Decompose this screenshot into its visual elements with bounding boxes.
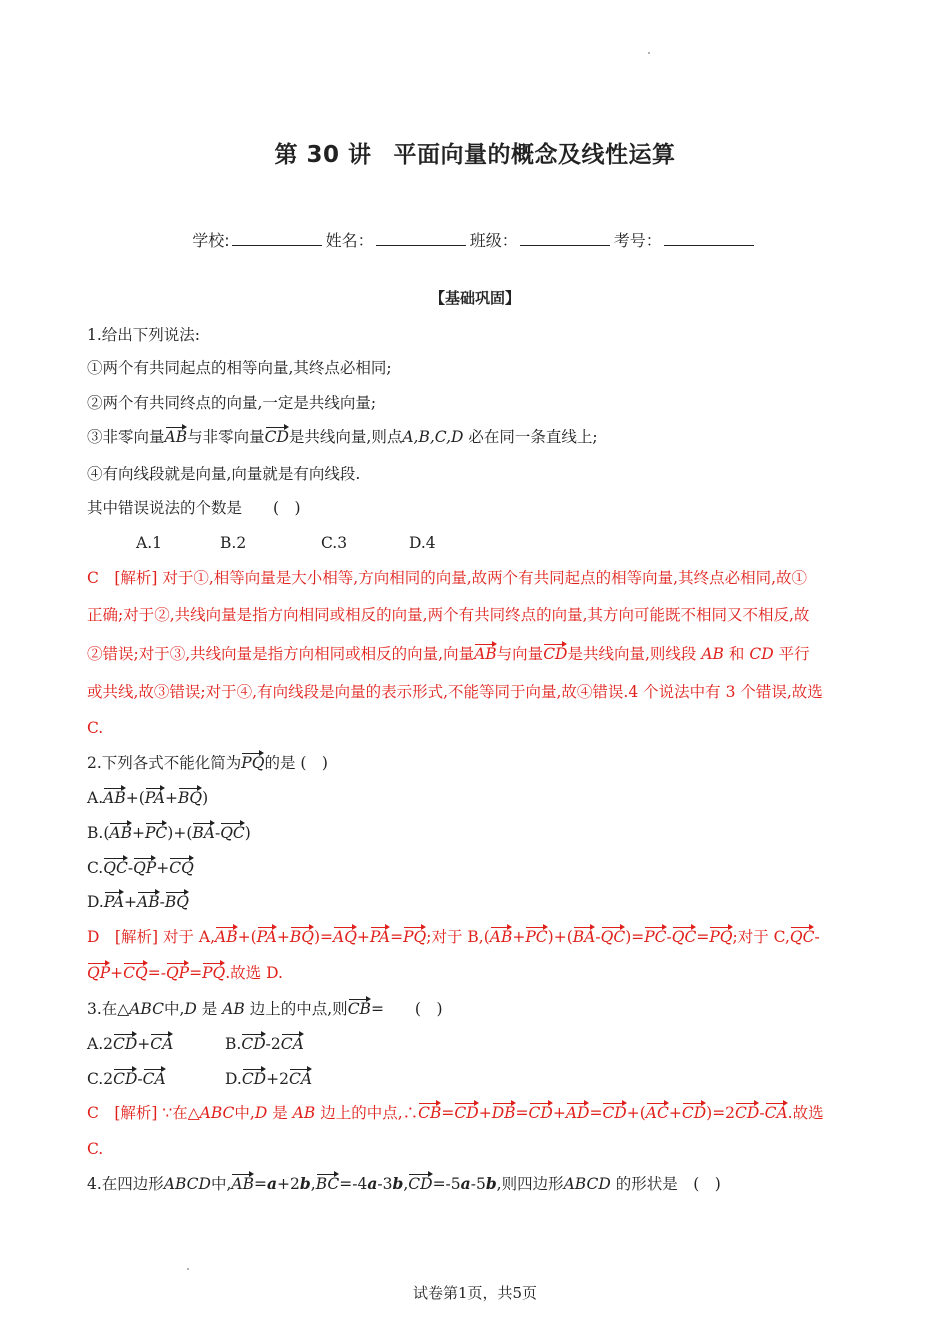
number-blank[interactable] [664, 231, 754, 246]
q3-option-c[interactable]: C.2CD-CA [87, 1067, 225, 1089]
q3-option-a[interactable]: A.2CD+CA [87, 1032, 225, 1054]
school-label: 学校: [192, 231, 230, 250]
q3-answer-line: C [解析] ∵在△ABC中,D 是 AB 边上的中点,∴CB=CD+DB=CD+AD=CD+(AC+CD)=2CD-CA.故选 [87, 1101, 824, 1123]
q1-statement-1: ①两个有共同起点的相等向量,其终点必相同; [87, 359, 392, 377]
q1-stem: 1.给出下列说法: [87, 326, 201, 344]
q2-option-d[interactable]: D.PA+AB-BQ [87, 890, 189, 912]
number-label: 考号： [613, 231, 662, 250]
class-blank[interactable] [520, 231, 610, 246]
name-label: 姓名： [325, 231, 374, 250]
q1-option-c[interactable]: C.3 [321, 534, 348, 552]
q1-options [136, 533, 436, 553]
section-heading: 【基础巩固】 [429, 289, 520, 307]
q1-answer-line: 正确;对于②,共线向量是指方向相同或相反的向量,两个有共同终点的向量,其方向可能既不相同又不相反,故 [87, 606, 810, 624]
q4-stem: 4.在四边形ABCD中,AB=a+2b,BC=-4a-3b,CD=-5a-5b,则四边形ABCD 的形状是 ( ) [87, 1174, 721, 1193]
lecture-title: 平面向量的概念及线性运算 [393, 142, 676, 168]
page-footer: 试卷第1页，共5页 [412, 1284, 538, 1302]
school-blank[interactable] [232, 231, 322, 246]
q1-answer-line: C [解析] 对于①,相等向量是大小相等,方向相同的向量,故两个有共同起点的相等向量,其终点必相同,故① [87, 569, 808, 587]
q3-option-d[interactable]: D.CD+2CA [225, 1070, 312, 1088]
q1-option-b[interactable]: B.2 [220, 534, 247, 552]
q3-options-row-1 [87, 1032, 304, 1054]
lecture-number: 第 30 讲 [274, 142, 372, 168]
q2-answer-line: QP+CQ=-QP=PQ.故选 D. [87, 961, 283, 983]
student-info-line [0, 228, 950, 251]
page-title [0, 136, 950, 169]
scan-dot [187, 1268, 189, 1270]
q3-stem: 3.在△ABC中,D 是 AB 边上的中点,则CB= ( ) [87, 997, 443, 1019]
q2-answer-line: D [解析] 对于 A,AB+(PA+BQ)=AQ+PA=PQ;对于 B,(AB+PC)+(BA-QC)=PC-QC=PQ;对于 C,QC- [87, 925, 820, 947]
q1-question: 其中错误说法的个数是 ( ) [87, 499, 301, 517]
q1-option-a[interactable]: A.1 [136, 534, 162, 552]
q2-stem: 2.下列各式不能化简为PQ的是 ( ) [87, 751, 328, 773]
q3-options-row-2 [87, 1067, 312, 1089]
q2-option-c[interactable]: C.QC-QP+CQ [87, 856, 194, 878]
q1-answer-line: 或共线,故③错误;对于④,有向线段是向量的表示形式,不能等同于向量,故④错误.4 个说法中有 3 个错误,故选 [87, 683, 823, 701]
q2-option-b[interactable]: B.(AB+PC)+(BA-QC) [87, 821, 251, 843]
q3-option-b[interactable]: B.CD-2CA [225, 1035, 304, 1053]
q2-option-a[interactable]: A.AB+(PA+BQ) [87, 786, 208, 808]
q1-statement-4: ④有向线段就是向量,向量就是有向线段. [87, 465, 361, 483]
class-label: 班级： [469, 231, 518, 250]
q1-answer-line: ②错误;对于③,共线向量是指方向相同或相反的向量,向量AB与向量CD是共线向量,则线段 AB 和 CD 平行 [87, 642, 810, 664]
q1-option-d[interactable]: D.4 [409, 534, 436, 552]
q1-statement-3: ③非零向量AB与非零向量CD是共线向量,则点A,B,C,D 必在同一条直线上; [87, 425, 598, 447]
q1-statement-2: ②两个有共同终点的向量,一定是共线向量; [87, 394, 377, 412]
scan-dot [648, 52, 650, 54]
q3-answer-line: C. [87, 1140, 104, 1158]
q1-answer-line: C. [87, 719, 104, 737]
name-blank[interactable] [376, 231, 466, 246]
